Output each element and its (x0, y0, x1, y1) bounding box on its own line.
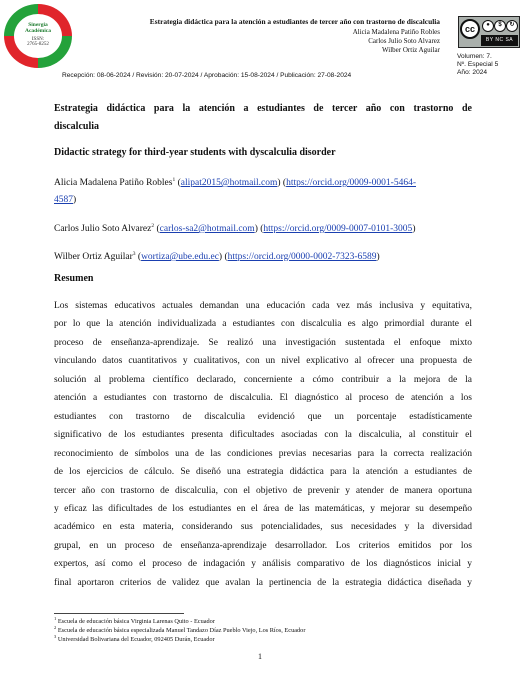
noncommercial-icon: $ (494, 20, 506, 32)
abstract-line: grupal, en un proceso de enseñanza-aprendizaje desarrollador. Los criterios emitidos por los (54, 540, 472, 551)
author-name: Carlos Julio Soto Alvarez (54, 224, 152, 235)
footnote-number: 1 (54, 616, 57, 621)
abstract-line: atención a estudiantes con trastorno de discalculia. El diagnóstico al proceso de atención a los (54, 393, 472, 404)
footnote-number: 2 (54, 625, 57, 630)
author-email-link[interactable]: carlos-sa2@hotmail.com (159, 224, 255, 235)
author-entry: Carlos Julio Soto Alvarez$^2$ (carlos-sa2@hotmail.com) (https://orcid.org/0009-0007-0101-3005) (54, 223, 416, 235)
abstract-line: final aportaron criterios de validez que avalan la pertinencia de la estrategia didáctica diseñada y (54, 577, 472, 588)
footnote-number: 3 (54, 634, 57, 639)
footnote (54, 616, 215, 625)
orcid-text: 4587 (54, 195, 73, 206)
author-orcid-link[interactable]: https://orcid.org/0009-0007-0101-3005 (263, 224, 413, 235)
running-title: Estrategia didáctica para la atención a estudiantes de tercer año con trastorno de discalculia (149, 17, 440, 26)
header-author: Alicia Madalena Patiño Robles (352, 28, 440, 36)
attribution-icon: ● (482, 20, 494, 32)
volume-label: Volumen: 7. (457, 53, 492, 60)
footnote-text: Escuela de educación básica Virginia Larenas Quito - Ecuador (57, 618, 215, 626)
footnote (54, 634, 215, 643)
footnote-text: Universidad Bolivariana del Ecuador, 092405 Durán, Ecuador (57, 636, 215, 644)
abstract-line: tercer año con trastorno de discalculia, con el objetivo de prevenir y atender de manera oportuna (54, 485, 472, 496)
abstract-line: estudiantes con trastorno de discalculia evidenció que un porcentaje estadísticamente (54, 411, 472, 422)
abstract-line: expertos, así como el proceso de indagación y análisis comparativo de los diagnósticos inicial y (54, 559, 472, 570)
year-label: Año: 2024 (457, 69, 488, 76)
logo-text-line: Académica (25, 28, 51, 34)
publication-dates: Recepción: 08-06-2024 / Revisión: 20-07-2024 / Aprobación: 15-08-2024 / Publicación: 27-08-2024 (62, 72, 352, 79)
footnote-ref: 2 (151, 223, 155, 229)
header-author: Wilber Ortiz Aguilar (381, 46, 440, 54)
logo-issn-number: 2765-8252 (27, 42, 49, 47)
abstract-line: proceso de enseñanza-aprendizaje. Se realizó una investigación sustentada el enfoque mixto (54, 337, 472, 348)
orcid-text: https://orcid.org/0009-0001-5464- (286, 178, 416, 189)
abstract-line: académico en esta materia, considerando sus potencialidades, sus necesidades y la diversidad (54, 522, 472, 533)
page-number: 1 (258, 652, 262, 661)
author-entry: Wilber Ortiz Aguilar$^3$ (wortiza@ube.edu.ec) (https://orcid.org/0000-0002-7323-6589) (54, 251, 380, 263)
abstract-line: y eficaz las dificultades de los estudiantes en el área de las matemáticas, y mejorar su desempeño (54, 503, 472, 514)
header-author: Carlos Julio Soto Alvarez (368, 37, 440, 45)
journal-logo (4, 4, 72, 68)
cc-license-badge[interactable] (458, 16, 520, 48)
footnote-divider (54, 613, 184, 614)
abstract-line: significativo de los estudiantes presenta dificultades asociadas con la discalculia, al constituir el (54, 430, 472, 441)
abstract-line: por lo que la atención individualizada a estudiantes con discalculia es algo primordial durante el (54, 319, 472, 330)
author-name: Alicia Madalena Patiño Robles (54, 178, 173, 189)
article-title-spanish: Estrategia didáctica para la atención a estudiantes de tercer año con trastorno de discalculia (54, 103, 472, 132)
abstract-line: Los sistemas educativos actuales demandan una educación cada vez más inclusiva y equitativa, (54, 301, 472, 311)
footnote-ref: 3 (132, 251, 136, 257)
author-name: Wilber Ortiz Aguilar (54, 252, 133, 263)
article-title-english: Didactic strategy for third-year students with dyscalculia disorder (54, 147, 336, 158)
abstract-line: vinculando datos cuantitativos y cualitativos, con un nivel explicativo al ofrecer una propuesta de (54, 356, 472, 367)
license-terms-label: BY NC SA (481, 35, 518, 46)
abstract-line: de los ejercicios de cálculo. Se diseñó una estrategia didáctica para la atención a estudiantes de (54, 467, 472, 478)
author-entry: Alicia Madalena Patiño Robles$^1$ (alipat2015@hotmail.com) (https://orcid.org/0009-0001-5464- 4587) (54, 177, 416, 206)
author-email-link[interactable]: wortiza@ube.edu.ec (141, 252, 219, 263)
sharealike-icon: ↻ (506, 20, 518, 32)
abstract-heading: Resumen (54, 273, 94, 284)
cc-icon: cc (460, 19, 480, 39)
abstract-line: solución al problema científico declarado, concerniente a cómo contribuir a la mejora de la (54, 374, 472, 385)
abstract-line: reconocimiento de símbolos una de las condiciones previas necesarias para la correcta realización (54, 448, 472, 459)
author-email-link[interactable]: alipat2015@hotmail.com (180, 178, 278, 189)
abstract-body (54, 297, 472, 592)
issue-label: Nº. Especial 5 (457, 61, 499, 68)
logo-issn-label: ISSN: (31, 37, 45, 42)
author-orcid-link[interactable]: https://orcid.org/0000-0002-7323-6589 (227, 252, 377, 263)
footnote-ref: 1 (172, 177, 176, 183)
logo-text-line: Sinergia (28, 22, 48, 28)
footnote-text: Escuela de educación básica especializada Manuel Tandazo Díaz Pueblo Viejo, Los Ríos, Ecuador (57, 627, 306, 635)
footnote (54, 625, 305, 634)
